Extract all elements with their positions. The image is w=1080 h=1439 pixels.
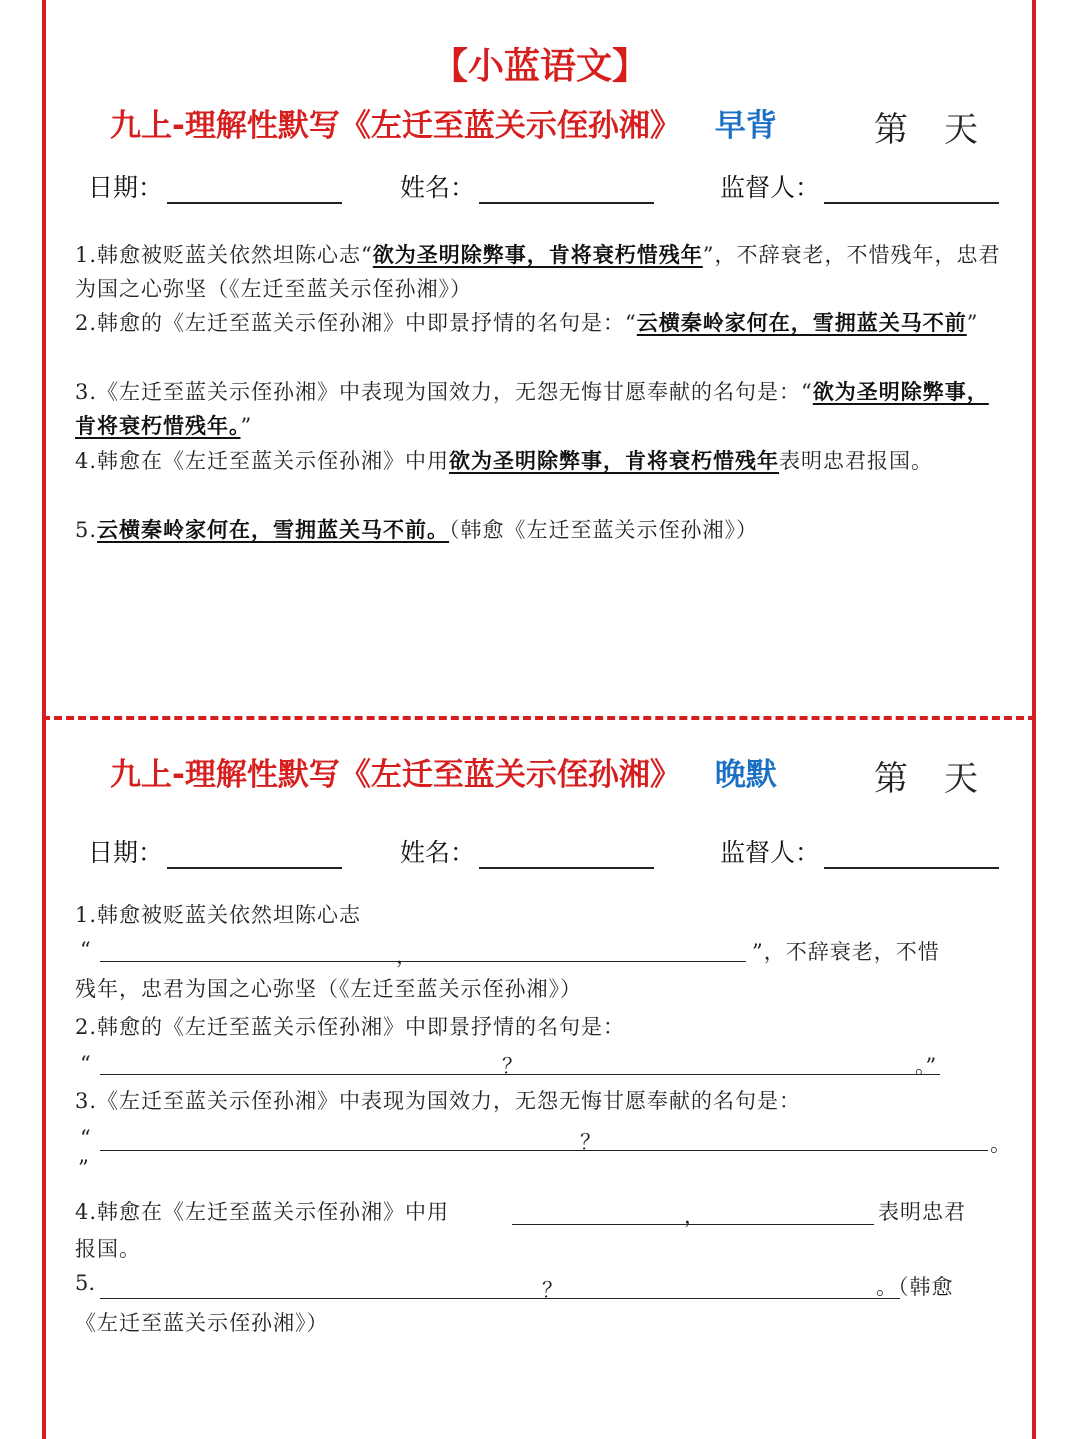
close-quote: ” bbox=[78, 1156, 89, 1180]
morning-question-5 bbox=[75, 513, 1005, 547]
date-label: 日期： bbox=[88, 173, 164, 202]
question-mark: ？ bbox=[580, 1130, 601, 1154]
morning-day-label: 第 bbox=[874, 110, 908, 150]
question-text: （韩愈《左迁至蓝关示侄孙湘》） bbox=[449, 518, 759, 542]
supervisor-label: 监督人： bbox=[720, 173, 821, 202]
name-line[interactable] bbox=[479, 176, 654, 204]
answer-text: 欲为圣明除弊事，肯将衰朽惜残年 bbox=[372, 242, 703, 267]
question-text: ”，不辞衰老，不惜 bbox=[752, 940, 940, 964]
evening-question-4-cont: 报国。 bbox=[75, 1237, 141, 1261]
comma-mark: ， bbox=[396, 944, 417, 968]
date-label: 日期： bbox=[88, 838, 164, 867]
question-text: 4.韩愈在《左迁至蓝关示侄孙湘》中用 bbox=[75, 449, 450, 473]
evening-title: 九上-理解性默写《左迁至蓝关示侄孙湘》 bbox=[110, 756, 681, 793]
answer-text: 欲为圣明除弊事，肯将衰朽惜残年 bbox=[449, 448, 780, 473]
evening-title-row bbox=[110, 746, 777, 796]
evening-date-field[interactable] bbox=[88, 833, 342, 869]
supervisor-line[interactable] bbox=[824, 841, 999, 869]
question-text: 1.韩愈被贬蓝关依然坦陈心志“ bbox=[75, 243, 373, 267]
evening-question-1-text: 1.韩愈被贬蓝关依然坦陈心志 bbox=[75, 903, 362, 927]
evening-question-3-text: 3.《左迁至蓝关示侄孙湘》中表现为国效力，无怨无悔甘愿奉献的名句是： bbox=[75, 1089, 802, 1113]
evening-tag: 晚默 bbox=[714, 756, 777, 793]
answer-blank-q1[interactable] bbox=[100, 933, 746, 962]
question-text: 表明忠君 bbox=[878, 1200, 966, 1224]
morning-day-unit: 天 bbox=[944, 110, 978, 150]
morning-name-field[interactable] bbox=[400, 168, 654, 204]
answer-text: 欲为圣明除弊事，肯将衰朽惜残年。 bbox=[75, 379, 989, 438]
morning-supervisor-field[interactable] bbox=[720, 168, 999, 204]
question-text: 3.《左迁至蓝关示侄孙湘》中表现为国效力，无怨无悔甘愿奉献的名句是：“ bbox=[75, 380, 813, 404]
morning-date-field[interactable] bbox=[88, 168, 342, 204]
morning-question-2 bbox=[75, 306, 1005, 340]
question-text: 4.韩愈在《左迁至蓝关示侄孙湘》中用 bbox=[75, 1200, 450, 1224]
date-line[interactable] bbox=[167, 176, 342, 204]
answer-text: 云横秦岭家何在，雪拥蓝关马不前。 bbox=[97, 517, 450, 542]
name-label: 姓名： bbox=[400, 838, 476, 867]
question-text: 表明忠君报国。 bbox=[779, 449, 934, 473]
answer-text: 云横秦岭家何在，雪拥蓝关马不前 bbox=[636, 310, 967, 335]
morning-title-row bbox=[110, 97, 777, 147]
morning-tag: 早背 bbox=[714, 107, 777, 144]
evening-question-2-text: 2.韩愈的《左迁至蓝关示侄孙湘》中即景抒情的名句是： bbox=[75, 1015, 626, 1039]
name-line[interactable] bbox=[479, 841, 654, 869]
supervisor-label: 监督人： bbox=[720, 838, 821, 867]
evening-day-unit: 天 bbox=[944, 759, 978, 799]
evening-day-label: 第 bbox=[874, 759, 908, 799]
supervisor-line[interactable] bbox=[824, 176, 999, 204]
name-label: 姓名： bbox=[400, 173, 476, 202]
question-text: ” bbox=[966, 311, 979, 335]
period-mark: 。 bbox=[990, 1132, 1011, 1156]
morning-question-3 bbox=[75, 375, 1005, 443]
question-text: ”，不辞衰老，不惜残年，忠君为国之心弥坚（《左迁至蓝关示侄孙湘》） bbox=[75, 243, 1001, 301]
evening-question-5-cont: 《左迁至蓝关示侄孙湘》） bbox=[75, 1311, 329, 1335]
question-text: 2.韩愈的《左迁至蓝关示侄孙湘》中即景抒情的名句是：“ bbox=[75, 311, 637, 335]
evening-supervisor-field[interactable] bbox=[720, 833, 999, 869]
evening-name-field[interactable] bbox=[400, 833, 654, 869]
open-quote: “ bbox=[80, 938, 91, 962]
morning-question-1 bbox=[75, 238, 1005, 306]
comma-mark: ， bbox=[684, 1204, 705, 1228]
question-number: 5. bbox=[75, 1271, 96, 1295]
date-line[interactable] bbox=[167, 841, 342, 869]
morning-question-4 bbox=[75, 444, 1005, 478]
question-mark: ？ bbox=[502, 1054, 523, 1078]
answer-blank-q5[interactable] bbox=[100, 1270, 900, 1299]
open-quote: “ bbox=[80, 1052, 91, 1076]
question-text: 。（韩愈 bbox=[876, 1275, 954, 1299]
period-quote: 。” bbox=[915, 1054, 937, 1078]
brand-title: 【小蓝语文】 bbox=[431, 46, 648, 87]
section-divider bbox=[42, 716, 1036, 720]
question-text: ” bbox=[240, 414, 253, 438]
question-text: 5. bbox=[75, 518, 98, 542]
evening-question-1-cont: 残年，忠君为国之心弥坚（《左迁至蓝关示侄孙湘》） bbox=[75, 977, 582, 1001]
answer-blank-q3[interactable] bbox=[100, 1122, 988, 1151]
question-mark: ？ bbox=[542, 1278, 563, 1302]
open-quote: “ bbox=[80, 1126, 91, 1150]
morning-title: 九上-理解性默写《左迁至蓝关示侄孙湘》 bbox=[110, 107, 681, 144]
